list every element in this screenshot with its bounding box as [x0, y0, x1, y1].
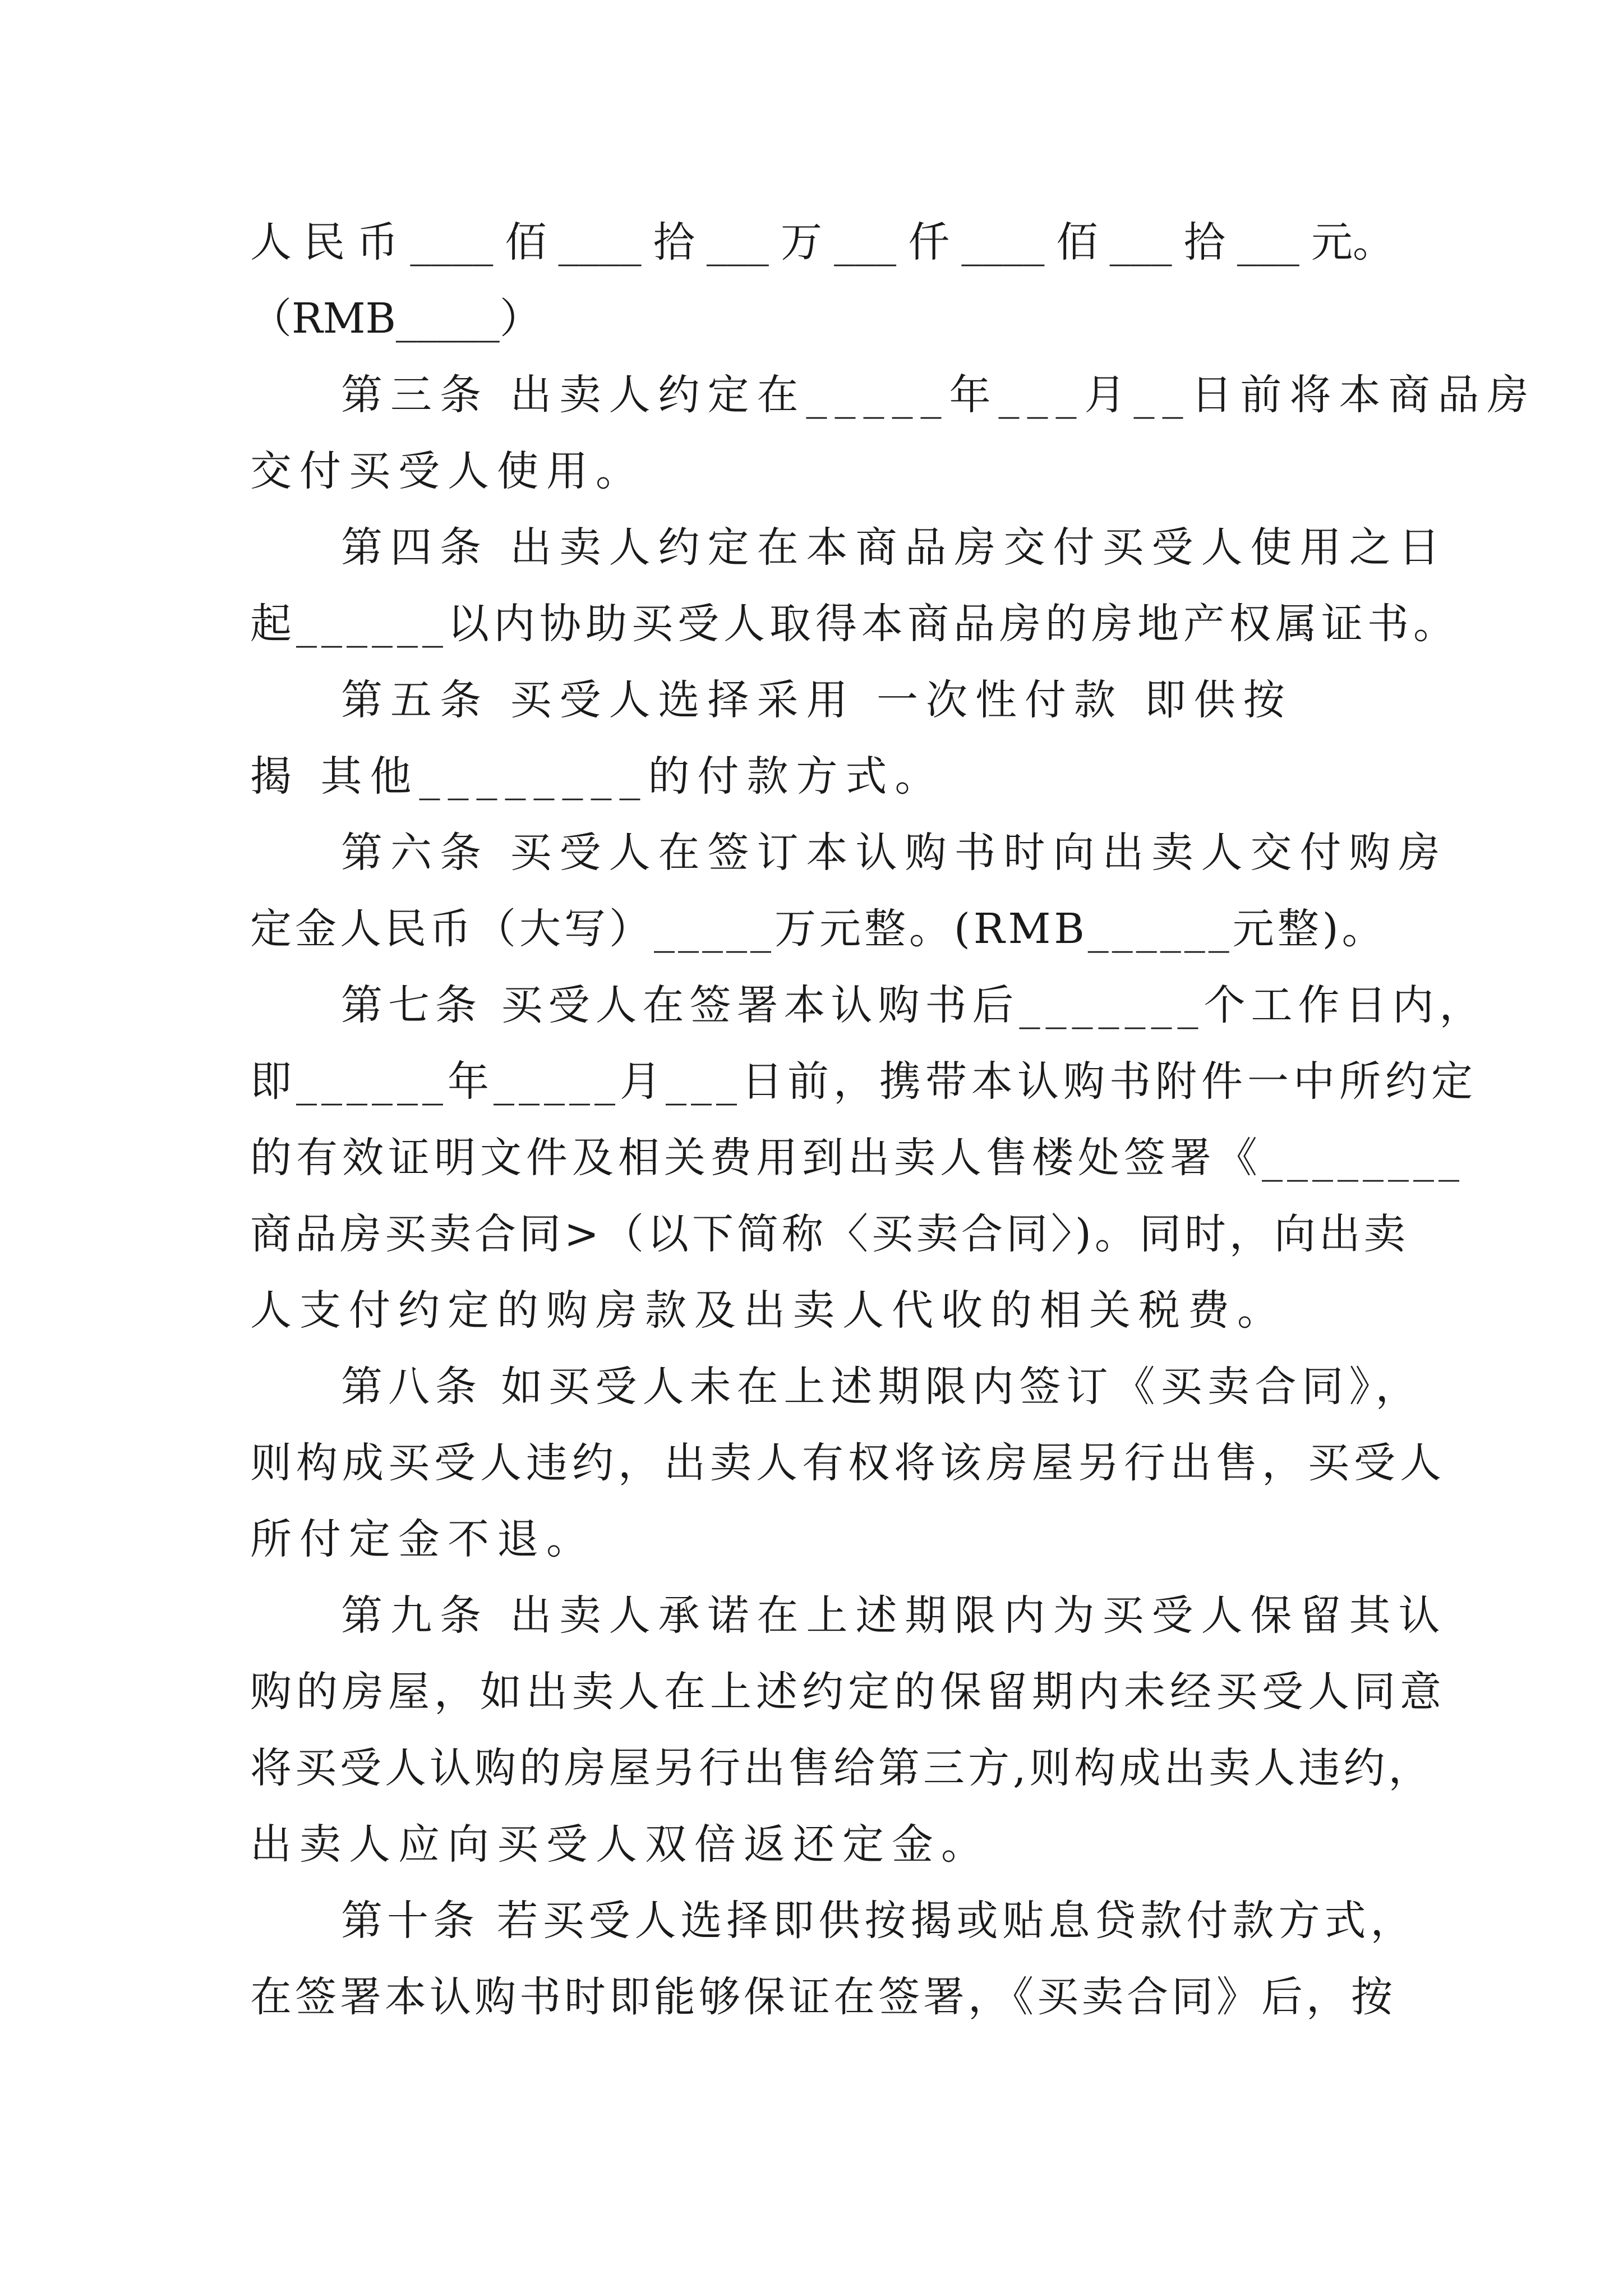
article-3-line-1: 第三条 出卖人约定在_____年___月__日前将本商品房: [341, 371, 1537, 419]
article-7-line-4: 商品房买卖合同>（以下简称〈买卖合同〉)。同时，向出卖: [250, 1210, 1409, 1258]
article-5-line-2: 揭 其他________的付款方式。: [250, 752, 944, 800]
price-char: 拾: [653, 218, 695, 266]
rmb-line: （RMB_____）: [250, 295, 541, 343]
article-9-line-1: 第九条 出卖人承诺在上述期限内为买受人保留其认: [341, 1591, 1448, 1640]
price-blank: ___: [706, 218, 769, 266]
article-10-line-2: 在签署本认购书时即能够保证在签署，《买卖合同》后，按: [250, 1973, 1396, 2021]
article-4-line-1: 第四条 出卖人约定在本商品房交付买受人使用之日: [341, 523, 1448, 572]
article-6-line-2: 定金人民币（大写）_____万元整。(RMB______元整)。: [250, 905, 1387, 953]
price-char: 佰: [505, 218, 547, 266]
article-9-line-2: 购的房屋，如出卖人在上述约定的保留期内未经买受人同意: [250, 1668, 1446, 1716]
price-char: 币: [357, 218, 399, 266]
price-char: 元。: [1311, 218, 1394, 266]
price-char: 民: [303, 218, 345, 266]
article-5-line-1: 第五条 买受人选择采用 一次性付款 即供按: [341, 676, 1293, 724]
price-char: 佰: [1056, 218, 1098, 266]
price-char: 拾: [1183, 218, 1225, 266]
price-blank: ____: [558, 218, 642, 266]
article-8-line-1: 第八条 如买受人未在上述期限内签订《买卖合同》，: [341, 1363, 1423, 1411]
article-7-line-1: 第七条 买受人在签署本认购书后_______个工作日内，: [341, 981, 1487, 1029]
article-6-line-1: 第六条 买受人在签订本认购书时向出卖人交付购房: [341, 829, 1448, 877]
price-blank: ____: [961, 218, 1045, 266]
article-7-line-5: 人支付约定的购房款及出卖人代收的相关税费。: [250, 1286, 1287, 1335]
article-3-line-2: 交付买受人使用。: [250, 447, 645, 495]
price-line: [250, 214, 1394, 270]
price-blank: ___: [834, 218, 897, 266]
price-blank: ____: [410, 218, 494, 266]
article-4-line-2: 起______以内协助买受人取得本商品房的房地产权属证书。: [250, 600, 1459, 648]
article-10-line-1: 第十条 若买受人选择即供按揭或贴息贷款付款方式，: [341, 1897, 1417, 1945]
article-8-line-2: 则构成买受人违约，出卖人有权将该房屋另行出售，买受人: [250, 1439, 1446, 1487]
article-7-line-2: 即______年_____月___日前，携带本认购书附件一中所约定: [250, 1057, 1477, 1106]
price-blank: ___: [1109, 218, 1172, 266]
article-8-line-3: 所付定金不退。: [250, 1515, 596, 1563]
price-char: 万: [781, 218, 822, 266]
price-char: 人: [250, 218, 292, 266]
article-9-line-4: 出卖人应向买受人双倍返还定金。: [250, 1820, 990, 1869]
article-9-line-3: 将买受人认购的房屋另行出售给第三方,则构成出卖人违约，: [250, 1744, 1433, 1792]
price-blank: ___: [1237, 218, 1299, 266]
price-char: 仟: [908, 218, 950, 266]
article-7-line-3: 的有效证明文件及相关费用到出卖人售楼处签署《________: [250, 1134, 1464, 1182]
